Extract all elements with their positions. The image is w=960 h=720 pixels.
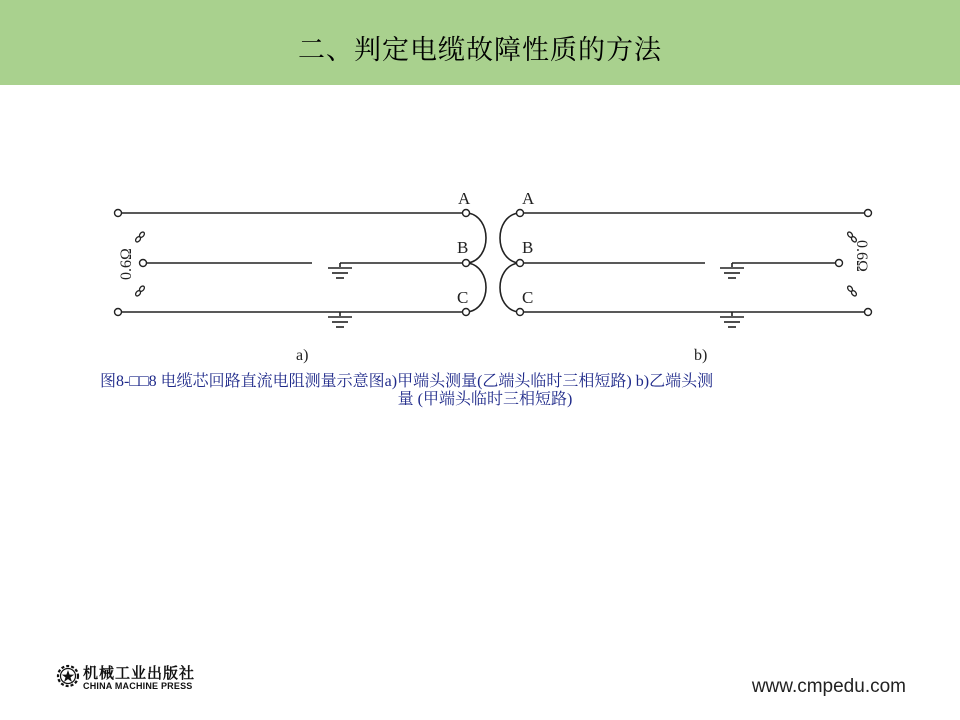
website-url[interactable]: www.cmpedu.com — [751, 676, 906, 697]
terminal — [140, 260, 147, 267]
terminal — [115, 309, 122, 316]
terminal — [517, 260, 524, 267]
gear-star-icon — [56, 664, 80, 688]
break-mark — [135, 231, 146, 243]
terminal — [517, 309, 524, 316]
label-c-right: C — [522, 288, 534, 307]
label-b-left: B — [457, 238, 469, 257]
label-b-right: B — [522, 238, 534, 257]
terminal — [517, 210, 524, 217]
terminal — [463, 260, 470, 267]
ground-symbol — [720, 263, 744, 278]
terminal — [463, 210, 470, 217]
caption-line-1: 图8-□□8 电缆芯回路直流电阻测量示意图a)甲端头测量(乙端头临时三相短路) b)乙端头测 — [100, 373, 714, 390]
circuit-diagram — [100, 175, 880, 370]
publisher-name-cn: 机械工业出版社 — [83, 664, 196, 682]
caption-line-2: 量 (甲端头临时三相短路) — [397, 391, 573, 408]
sublabel-a: a) — [296, 347, 309, 364]
break-mark — [847, 285, 858, 297]
short-loop-bc-right — [500, 263, 518, 312]
terminal — [865, 210, 872, 217]
short-loop-ab-right — [500, 213, 518, 263]
label-a-left: A — [458, 189, 471, 208]
publisher-name-en: CHINA MACHINE PRESS — [83, 681, 193, 691]
slide-title: 二、判定电缆故障性质的方法 — [298, 35, 662, 66]
ground-symbol — [328, 312, 352, 327]
label-a-right: A — [522, 189, 535, 208]
title-bar — [0, 0, 960, 85]
break-mark — [135, 285, 146, 297]
resistance-left: 0.6Ω — [118, 248, 135, 280]
terminal — [115, 210, 122, 217]
label-c-left: C — [457, 288, 469, 307]
terminal — [463, 309, 470, 316]
ground-symbol — [720, 312, 744, 327]
ground-symbol — [328, 268, 352, 278]
figure-caption — [100, 373, 870, 409]
short-loop-bc-left — [468, 263, 486, 312]
terminal — [865, 309, 872, 316]
resistance-right: 0.6Ω — [853, 240, 870, 272]
sublabel-b: b) — [694, 347, 708, 364]
short-loop-ab-left — [468, 213, 486, 263]
publisher-logo — [56, 662, 216, 694]
terminal — [836, 260, 843, 267]
